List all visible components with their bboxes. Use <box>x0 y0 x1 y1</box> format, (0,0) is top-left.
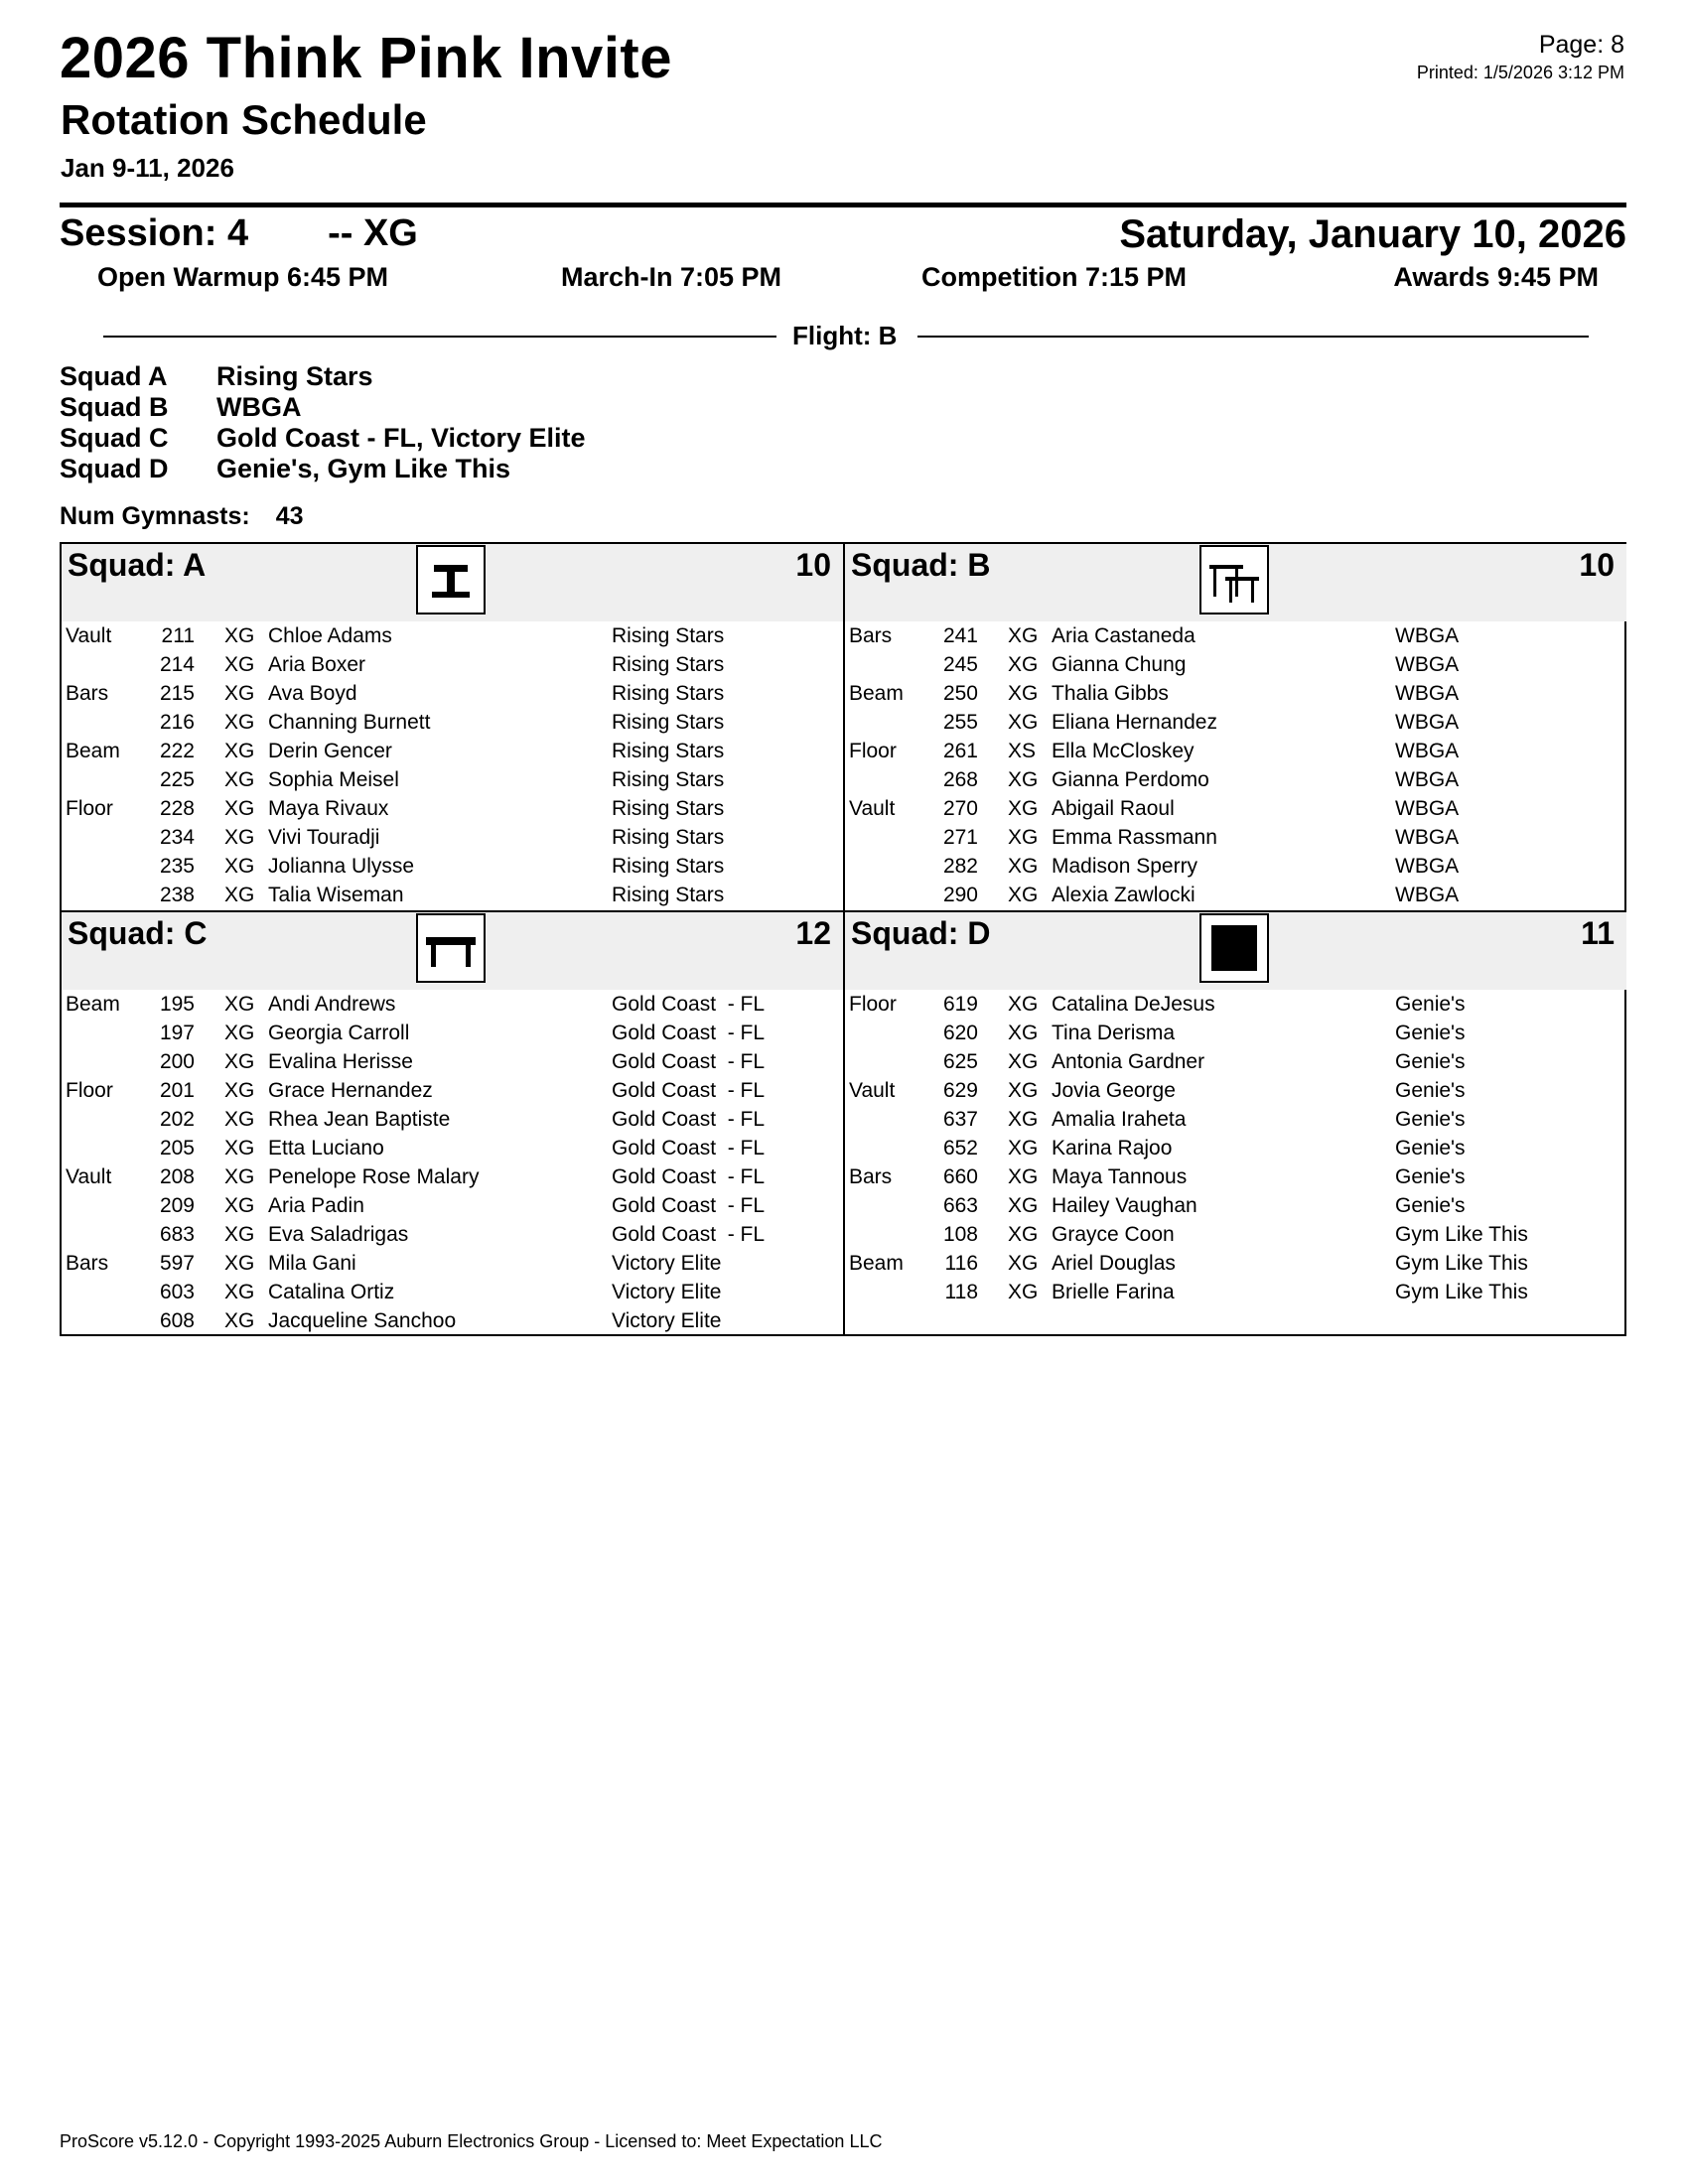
squad-a-row <box>62 881 843 909</box>
report-subtitle: Rotation Schedule <box>61 96 427 143</box>
event-label: Beam <box>66 740 120 762</box>
event-label: Floor <box>66 1079 113 1102</box>
competitor-number: 625 <box>942 1050 978 1073</box>
gymnast-name: Rhea Jean Baptiste <box>268 1108 451 1131</box>
squad-list-squad: Squad B <box>60 392 169 422</box>
open-warmup-time: Open Warmup 6:45 PM <box>97 262 389 292</box>
squad-c-row <box>62 1134 843 1162</box>
competitor-number: 225 <box>159 768 195 791</box>
competitor-number: 197 <box>159 1022 195 1044</box>
gymnast-name: Eva Saladrigas <box>268 1223 409 1246</box>
gymnast-name: Ava Boyd <box>268 682 357 705</box>
competitor-level: XG <box>1008 1022 1039 1044</box>
squad-d-label: Squad: D <box>851 915 991 951</box>
march-in-time: March-In 7:05 PM <box>561 262 782 292</box>
squad-c-label: Squad: C <box>68 915 208 951</box>
gymnast-name: Andi Andrews <box>268 993 396 1016</box>
squad-list-row <box>60 454 586 484</box>
competitor-number: 211 <box>161 624 195 647</box>
event-label: Floor <box>849 740 897 762</box>
competitor-number: 271 <box>942 826 978 849</box>
squad-c-row <box>62 1076 843 1105</box>
competitor-number: 603 <box>159 1281 195 1303</box>
gymnast-name: Madison Sperry <box>1052 855 1198 878</box>
club-name: Genie's <box>1395 1108 1466 1131</box>
club-name: WBGA <box>1395 768 1460 791</box>
competitor-level: XG <box>224 740 255 762</box>
competitor-number: 261 <box>942 740 978 762</box>
gymnast-name: Emma Rassmann <box>1052 826 1217 849</box>
club-name: WBGA <box>1395 624 1460 647</box>
event-label: Vault <box>66 624 112 647</box>
squad-a-row <box>62 737 843 765</box>
beam-icon <box>416 913 486 983</box>
squad-a-row <box>62 708 843 737</box>
competitor-number: 201 <box>159 1079 195 1102</box>
competitor-level: XG <box>1008 855 1039 878</box>
competitor-level: XG <box>1008 1050 1039 1073</box>
competitor-number: 608 <box>159 1309 195 1332</box>
squad-list-squad: Squad A <box>60 361 168 391</box>
squad-a-row <box>62 852 843 881</box>
competitor-number: 202 <box>159 1108 195 1131</box>
club-name: Gold Coast - FL <box>612 1194 766 1217</box>
awards-time: Awards 9:45 PM <box>1393 262 1599 292</box>
competitor-level: XG <box>224 1194 255 1217</box>
gymnast-name: Grayce Coon <box>1052 1223 1175 1246</box>
squad-b-row <box>845 621 1626 650</box>
competitor-level: XG <box>224 1137 255 1160</box>
gymnast-name: Grace Hernandez <box>268 1079 433 1102</box>
squad-a-row <box>62 650 843 679</box>
gymnast-name: Vivi Touradji <box>268 826 380 849</box>
competitor-level: XG <box>224 1281 255 1303</box>
competitor-number: 238 <box>159 884 195 906</box>
squad-list-squad: Squad C <box>60 423 169 453</box>
club-name: Gym Like This <box>1395 1223 1528 1246</box>
squad-list-clubs: Genie's, Gym Like This <box>216 454 511 483</box>
event-label: Bars <box>849 1165 893 1188</box>
squad-d-row <box>845 1134 1626 1162</box>
flight-label: Flight: B <box>792 321 898 350</box>
gymnast-name: Thalia Gibbs <box>1052 682 1169 705</box>
club-name: Rising Stars <box>612 826 725 849</box>
gymnast-name: Aria Padin <box>268 1194 364 1217</box>
competitor-number: 597 <box>159 1252 195 1275</box>
gymnast-name: Maya Rivaux <box>268 797 389 820</box>
competitor-number: 268 <box>942 768 978 791</box>
squad-list-clubs: WBGA <box>216 392 302 422</box>
competitor-level: XG <box>224 1309 255 1332</box>
squad-b-header <box>845 544 1626 621</box>
squad-list-row <box>60 392 586 423</box>
competitor-level: XG <box>224 1252 255 1275</box>
club-name: Genie's <box>1395 1050 1466 1073</box>
floor-icon <box>1199 913 1269 983</box>
gymnast-name: Tina Derisma <box>1052 1022 1176 1044</box>
club-name: Rising Stars <box>612 768 725 791</box>
competitor-level: XG <box>1008 1194 1039 1217</box>
gymnast-name: Derin Gencer <box>268 740 392 762</box>
page-number: Page: 8 <box>1538 31 1624 59</box>
squad-b-row <box>845 881 1626 909</box>
club-name: Rising Stars <box>612 682 725 705</box>
club-name: WBGA <box>1395 711 1460 734</box>
meet-dates: Jan 9-11, 2026 <box>61 153 234 183</box>
event-label: Floor <box>66 797 113 820</box>
gymnast-name: Jacqueline Sanchoo <box>268 1309 457 1332</box>
club-name: Gold Coast - FL <box>612 1022 766 1044</box>
competitor-level: XG <box>1008 624 1039 647</box>
gymnast-name: Sophia Meisel <box>268 768 399 791</box>
event-label: Vault <box>849 1079 896 1102</box>
squad-d-row <box>845 1019 1626 1047</box>
competitor-number: 235 <box>159 855 195 878</box>
gymnast-name: Georgia Carroll <box>268 1022 410 1044</box>
competitor-number: 250 <box>942 682 978 705</box>
squad-a-row <box>62 794 843 823</box>
competitor-number: 205 <box>159 1137 195 1160</box>
gymnast-name: Gianna Chung <box>1052 653 1187 676</box>
event-label: Bars <box>849 624 893 647</box>
event-label: Beam <box>849 682 904 705</box>
bars-icon <box>1199 545 1269 614</box>
competitor-number: 215 <box>159 682 195 705</box>
squad-c-row <box>62 1306 843 1335</box>
event-label: Vault <box>66 1165 112 1188</box>
gymnast-name: Aria Boxer <box>268 653 366 676</box>
squad-a-label: Squad: A <box>68 547 207 583</box>
squad-d-row <box>845 1162 1626 1191</box>
competitor-number: 241 <box>942 624 978 647</box>
competitor-number: 118 <box>944 1281 978 1303</box>
flight-divider-right <box>917 336 1589 338</box>
competitor-number: 216 <box>159 711 195 734</box>
gymnast-name: Channing Burnett <box>268 711 431 734</box>
club-name: Genie's <box>1395 1022 1466 1044</box>
competitor-number: 208 <box>159 1165 195 1188</box>
competitor-level: XG <box>224 855 255 878</box>
squad-b-row <box>845 794 1626 823</box>
squad-b-row <box>845 650 1626 679</box>
club-name: WBGA <box>1395 682 1460 705</box>
gymnast-name: Aria Castaneda <box>1052 624 1196 647</box>
flight-divider-left <box>103 336 776 338</box>
competitor-number: 652 <box>942 1137 978 1160</box>
club-name: Rising Stars <box>612 884 725 906</box>
club-name: Gold Coast - FL <box>612 1165 766 1188</box>
squad-d-count: 11 <box>1581 915 1615 951</box>
club-name: Rising Stars <box>612 855 725 878</box>
club-name: Gold Coast - FL <box>612 1108 766 1131</box>
gymnast-name: Jolianna Ulysse <box>268 855 415 878</box>
squad-c-row <box>62 1019 843 1047</box>
competitor-number: 660 <box>942 1165 978 1188</box>
squad-c-row <box>62 990 843 1019</box>
header-rule <box>60 203 1626 207</box>
squad-c-header <box>62 912 843 990</box>
club-name: WBGA <box>1395 740 1460 762</box>
gymnast-name: Catalina DeJesus <box>1052 993 1215 1016</box>
competitor-level: XG <box>1008 884 1039 906</box>
competitor-number: 209 <box>159 1194 195 1217</box>
competitor-level: XG <box>224 1223 255 1246</box>
competitor-level: XG <box>1008 1223 1039 1246</box>
competitor-level: XG <box>1008 711 1039 734</box>
club-name: Gold Coast - FL <box>612 1223 766 1246</box>
gymnast-name: Gianna Perdomo <box>1052 768 1209 791</box>
squad-b-row <box>845 708 1626 737</box>
club-name: Gold Coast - FL <box>612 1050 766 1073</box>
club-name: Gym Like This <box>1395 1252 1528 1275</box>
club-name: WBGA <box>1395 653 1460 676</box>
event-label: Bars <box>66 1252 109 1275</box>
squad-d-header <box>845 912 1626 990</box>
squad-d-row <box>845 1047 1626 1076</box>
competitor-level: XG <box>224 1022 255 1044</box>
competitor-level: XG <box>224 682 255 705</box>
competitor-level: XG <box>224 884 255 906</box>
competitor-level: XG <box>1008 1137 1039 1160</box>
competitor-level: XS <box>1008 740 1037 762</box>
competitor-level: XG <box>1008 1281 1039 1303</box>
gymnast-name: Mila Gani <box>268 1252 356 1275</box>
meet-title: 2026 Think Pink Invite <box>60 26 672 90</box>
competitor-number: 108 <box>942 1223 978 1246</box>
competitor-number: 116 <box>944 1252 978 1275</box>
competitor-level: XG <box>1008 768 1039 791</box>
session-level: -- XG <box>328 212 418 254</box>
gymnast-name: Hailey Vaughan <box>1052 1194 1197 1217</box>
gymnast-name: Etta Luciano <box>268 1137 384 1160</box>
club-name: Rising Stars <box>612 797 725 820</box>
competitor-level: XG <box>224 711 255 734</box>
num-gymnasts-label: Num Gymnasts: <box>60 502 250 530</box>
gymnast-name: Amalia Iraheta <box>1052 1108 1187 1131</box>
competitor-level: XG <box>224 1165 255 1188</box>
squad-d-row <box>845 1191 1626 1220</box>
competitor-level: XG <box>224 826 255 849</box>
club-name: WBGA <box>1395 884 1460 906</box>
competitor-number: 222 <box>159 740 195 762</box>
club-name: Genie's <box>1395 1165 1466 1188</box>
vault-icon <box>416 545 486 614</box>
squad-d-row <box>845 1278 1626 1306</box>
squad-b-row <box>845 852 1626 881</box>
event-label: Beam <box>66 993 120 1016</box>
squad-b-row <box>845 737 1626 765</box>
squad-b-label: Squad: B <box>851 547 991 583</box>
squad-a-count: 10 <box>795 547 831 583</box>
club-name: Genie's <box>1395 1137 1466 1160</box>
session-label: Session: 4 <box>60 212 249 254</box>
competitor-number: 282 <box>942 855 978 878</box>
session-date: Saturday, January 10, 2026 <box>1119 212 1626 256</box>
competitor-number: 663 <box>942 1194 978 1217</box>
gymnast-name: Catalina Ortiz <box>268 1281 395 1303</box>
event-label: Vault <box>849 797 896 820</box>
club-name: Rising Stars <box>612 624 725 647</box>
squad-c-row <box>62 1162 843 1191</box>
competitor-number: 270 <box>942 797 978 820</box>
squad-list-clubs: Gold Coast - FL, Victory Elite <box>216 423 586 453</box>
squad-list-row <box>60 361 586 392</box>
competitor-number: 290 <box>942 884 978 906</box>
gymnast-name: Brielle Farina <box>1052 1281 1175 1303</box>
squad-d-row <box>845 990 1626 1019</box>
competitor-level: XG <box>1008 993 1039 1016</box>
competition-time: Competition 7:15 PM <box>921 262 1188 292</box>
gymnast-name: Ella McCloskey <box>1052 740 1195 762</box>
competitor-number: 619 <box>942 993 978 1016</box>
squad-c-row <box>62 1047 843 1076</box>
squad-d-row <box>845 1220 1626 1249</box>
competitor-level: XG <box>1008 653 1039 676</box>
competitor-level: XG <box>1008 1108 1039 1131</box>
squad-c-row <box>62 1278 843 1306</box>
competitor-level: XG <box>1008 1165 1039 1188</box>
competitor-number: 629 <box>942 1079 978 1102</box>
competitor-level: XG <box>1008 682 1039 705</box>
squad-a-row <box>62 823 843 852</box>
squad-b-count: 10 <box>1579 547 1615 583</box>
club-name: Gold Coast - FL <box>612 1137 766 1160</box>
gymnast-name: Antonia Gardner <box>1052 1050 1205 1073</box>
club-name: Gym Like This <box>1395 1281 1528 1303</box>
squad-b-row <box>845 679 1626 708</box>
num-gymnasts-value: 43 <box>275 502 304 530</box>
squad-a-header <box>62 544 843 621</box>
event-label: Beam <box>849 1252 904 1275</box>
club-name: Gold Coast - FL <box>612 993 766 1016</box>
num-gymnasts <box>60 504 304 529</box>
squad-list-row <box>60 423 586 454</box>
gymnast-name: Penelope Rose Malary <box>268 1165 480 1188</box>
competitor-level: XG <box>224 797 255 820</box>
squad-c-row <box>62 1105 843 1134</box>
competitor-number: 637 <box>942 1108 978 1131</box>
competitor-number: 620 <box>942 1022 978 1044</box>
gymnast-name: Jovia George <box>1052 1079 1176 1102</box>
competitor-level: XG <box>224 1108 255 1131</box>
gymnast-name: Abigail Raoul <box>1052 797 1175 820</box>
squad-a-row <box>62 621 843 650</box>
footer-copyright: ProScore v5.12.0 - Copyright 1993-2025 Auburn Electronics Group - Licensed to: Meet Expectation LLC <box>60 2131 883 2151</box>
gymnast-name: Ariel Douglas <box>1052 1252 1176 1275</box>
competitor-number: 195 <box>159 993 195 1016</box>
competitor-level: XG <box>224 653 255 676</box>
club-name: Genie's <box>1395 993 1466 1016</box>
squad-c-row <box>62 1191 843 1220</box>
competitor-level: XG <box>224 1050 255 1073</box>
printed-timestamp: Printed: 1/5/2026 3:12 PM <box>1416 63 1624 82</box>
gymnast-name: Evalina Herisse <box>268 1050 413 1073</box>
club-name: Victory Elite <box>612 1252 722 1275</box>
competitor-number: 214 <box>159 653 195 676</box>
event-label: Bars <box>66 682 109 705</box>
squad-list-clubs: Rising Stars <box>216 361 373 391</box>
gymnast-name: Maya Tannous <box>1052 1165 1188 1188</box>
squad-c-row <box>62 1220 843 1249</box>
squad-d-row <box>845 1249 1626 1278</box>
squad-d-row <box>845 1076 1626 1105</box>
club-name: WBGA <box>1395 855 1460 878</box>
competitor-level: XG <box>1008 1079 1039 1102</box>
competitor-number: 228 <box>159 797 195 820</box>
competitor-level: XG <box>1008 797 1039 820</box>
club-name: Gold Coast - FL <box>612 1079 766 1102</box>
club-name: Rising Stars <box>612 740 725 762</box>
squad-b-row <box>845 765 1626 794</box>
competitor-level: XG <box>1008 826 1039 849</box>
competitor-number: 234 <box>159 826 195 849</box>
club-name: Rising Stars <box>612 711 725 734</box>
club-name: Victory Elite <box>612 1309 722 1332</box>
squad-c-row <box>62 1249 843 1278</box>
club-name: Genie's <box>1395 1079 1466 1102</box>
club-name: Victory Elite <box>612 1281 722 1303</box>
session-heading <box>60 214 418 252</box>
gymnast-name: Eliana Hernandez <box>1052 711 1217 734</box>
gymnast-name: Talia Wiseman <box>268 884 404 906</box>
club-name: Rising Stars <box>612 653 725 676</box>
competitor-level: XG <box>224 768 255 791</box>
squad-a-row <box>62 765 843 794</box>
squad-d-row <box>845 1105 1626 1134</box>
competitor-number: 200 <box>159 1050 195 1073</box>
gymnast-name: Alexia Zawlocki <box>1052 884 1196 906</box>
competitor-number: 255 <box>942 711 978 734</box>
competitor-number: 683 <box>159 1223 195 1246</box>
gymnast-name: Chloe Adams <box>268 624 392 647</box>
squad-c-count: 12 <box>795 915 831 951</box>
competitor-level: XG <box>224 1079 255 1102</box>
squad-a-row <box>62 679 843 708</box>
club-name: WBGA <box>1395 826 1460 849</box>
squad-b-row <box>845 823 1626 852</box>
competitor-level: XG <box>224 993 255 1016</box>
competitor-number: 245 <box>942 653 978 676</box>
squad-list-squad: Squad D <box>60 454 169 483</box>
squad-assignment-list <box>60 361 586 484</box>
gymnast-name: Karina Rajoo <box>1052 1137 1173 1160</box>
competitor-level: XG <box>224 624 255 647</box>
club-name: Genie's <box>1395 1194 1466 1217</box>
event-label: Floor <box>849 993 897 1016</box>
club-name: WBGA <box>1395 797 1460 820</box>
competitor-level: XG <box>1008 1252 1039 1275</box>
